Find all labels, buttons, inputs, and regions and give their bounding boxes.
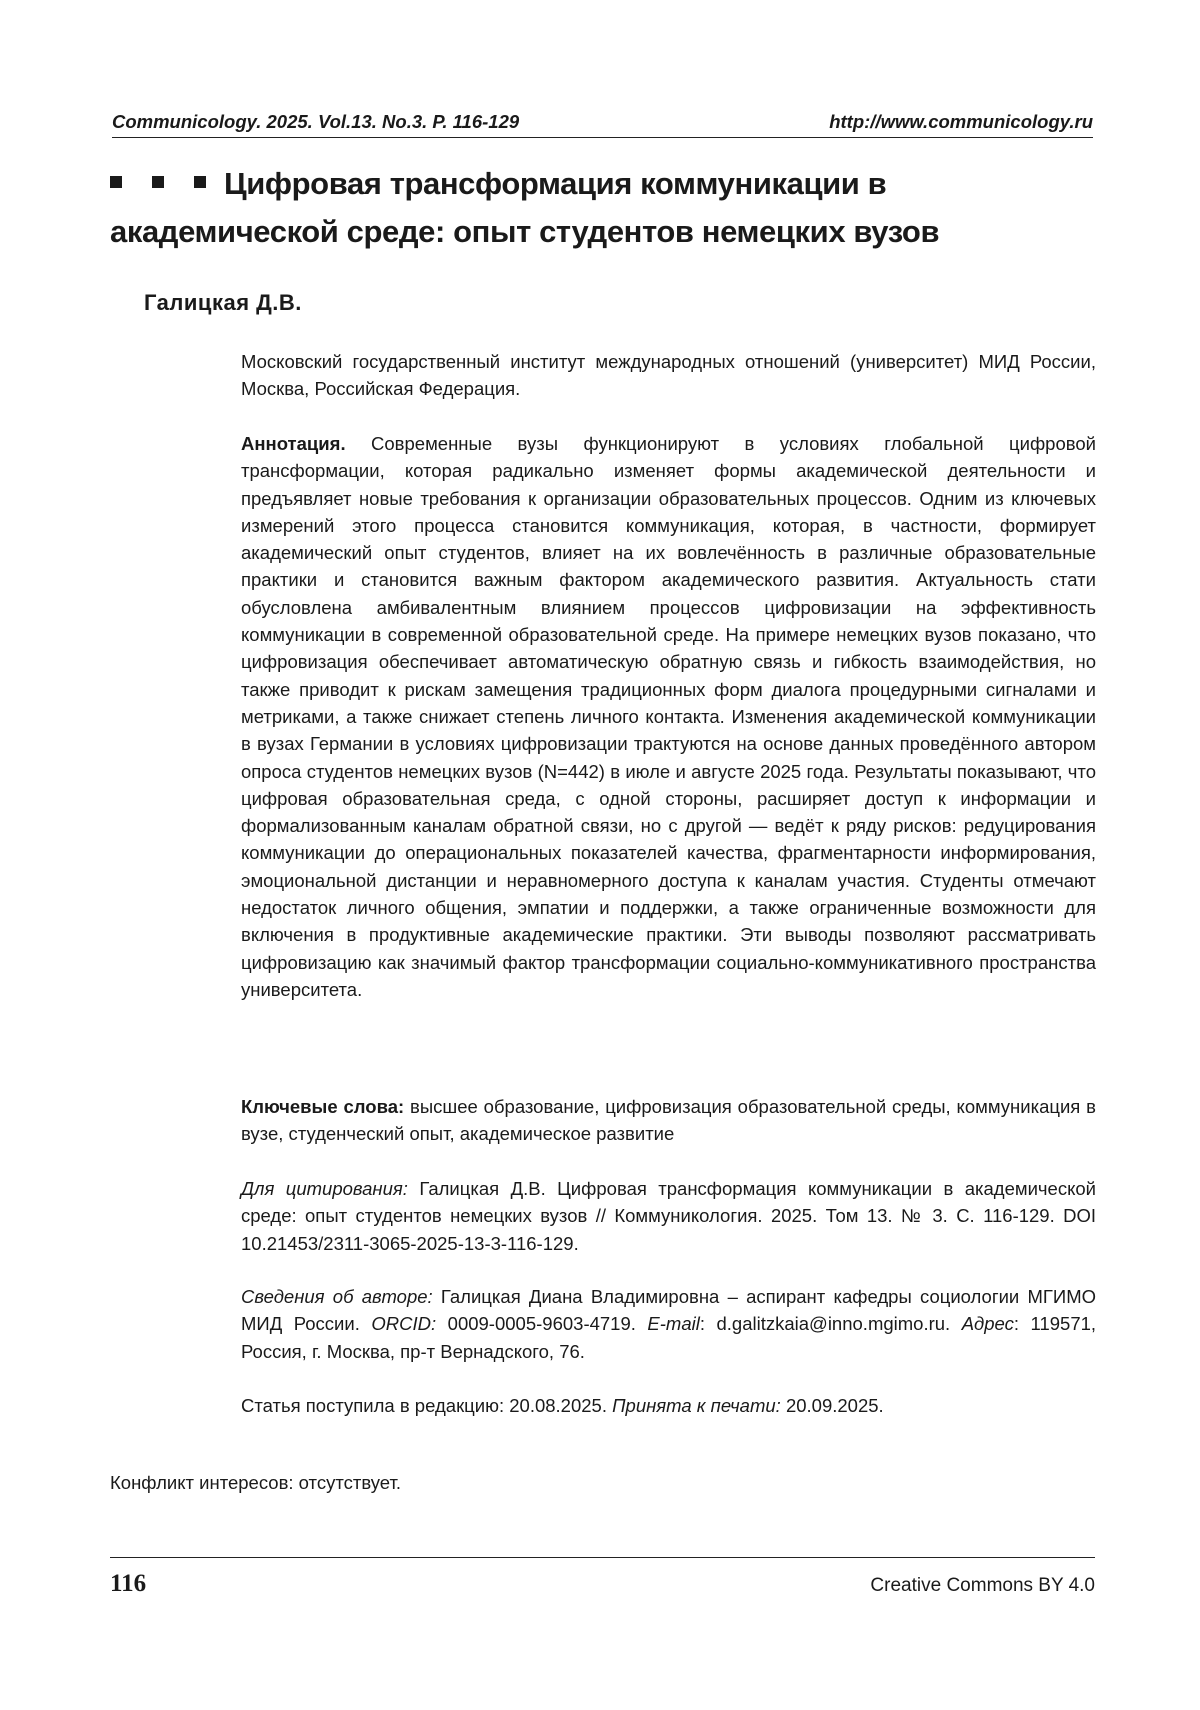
conflict-of-interest: Конфликт интересов: отсутствует. [110,1472,402,1493]
email-value[interactable]: : d.galitzkaia@inno.mgimo.ru. [699,1313,951,1335]
page-number: 116 [110,1570,147,1597]
submission-dates [241,1392,1096,1419]
square-bullet-icon [110,176,122,188]
journal-reference: Communicology. 2025. Vol.13. No.3. P. 116-129 [112,111,520,132]
article-title [110,160,1100,256]
address-value: : 119571, Россия, г. Москва, пр-т Вернадского, 76. [241,1313,1097,1362]
license-text: Creative Commons BY 4.0 [870,1575,1095,1596]
keywords-text: высшее образование, цифровизация образовательной среды, коммуникация в вузе, студенческий опыт, академическое развитие [241,1096,1096,1145]
author-name: Галицкая Д.В. [144,290,302,315]
email-label: E-mail [647,1313,700,1335]
article-title-text: Цифровая трансформация коммуникации в академической среде: опыт студентов немецких вузов [110,166,940,249]
accepted-label: Принята к печати: [612,1395,781,1416]
citation-text: Галицкая Д.В. Цифровая трансформация коммуникации в академической среде: опыт студентов немецких вузов // Коммуникология. 2025. Том 13. № 3. С. 116-129. DOI 10.21453/2311-3065-2025-13-3-116-129. [241,1178,1097,1254]
abstract [241,430,1096,1003]
square-bullet-icon [194,176,206,188]
abstract-label: Аннотация. [241,433,346,454]
keywords-label: Ключевые слова: [241,1096,405,1117]
author-info-label: Сведения об авторе: [241,1286,433,1307]
author-info-text: Галицкая Диана Владимировна – аспирант кафедры социологии МГИМО МИД России. [241,1286,1097,1335]
square-bullet-icon [152,176,164,188]
title-bullets [110,160,206,208]
running-header [112,106,1093,138]
footer-divider [110,1557,1095,1558]
citation [241,1175,1096,1257]
received-date: Статья поступила в редакцию: 20.08.2025. [241,1395,607,1416]
accepted-date: 20.09.2025. [785,1395,884,1416]
author-info [241,1283,1096,1365]
journal-url[interactable]: http://www.communicology.ru [829,111,1093,132]
address-label: Адрес [961,1313,1014,1335]
orcid-label: ORCID: [371,1313,437,1335]
orcid-value[interactable]: 0009-0005-9603-4719. [447,1313,636,1335]
keywords [241,1093,1096,1148]
author-affiliation: Московский государственный институт международных отношений (университет) МИД России, Москва, Российская Федерация. [241,351,1096,400]
abstract-text: Современные вузы функционируют в условиях глобальной цифровой трансформации, которая радикально изменяет формы академической деятельности и предъявляет новые требования к организации образовательных процессов. Одним из ключевых измерений этого процесса становится коммуникация, которая, в частности, формирует академический опыт студентов, влияет на их вовлечённость в различные образовательные практики и становится важным фактором академического развития. Актуальность стати обусловлена амбивалентным влиянием процессов цифровизации на эффективность коммуникации в современной образовательной среде. На примере немецких вузов показано, что цифровизация обеспечивает автоматическую обратную связь и гибкость взаимодействия, но также приводит к рискам замещения традиционных форм диалога процедурными сигналами и метриками, а также снижает степень личного контакта. Изменения академической коммуникации в вузах Германии в условиях цифровизации трактуются на основе данных проведённого автором опроса студентов немецких вузов (N=442) в июле и августе 2025 года. Результаты показывают, что цифровая образовательная среда, с одной стороны, расширяет доступ к информации и формализованным каналам обратной связи, но с другой — ведёт к ряду рисков: редуцирования коммуникации до операциональных показателей качества, фрагментарности информирования, эмоциональной дистанции и неравномерного доступа к каналам участия. Студенты отмечают недостаток личного общения, эмпатии и поддержки, а также ограниченные возможности для включения в продуктивные академические практики. Эти выводы позволяют рассматривать цифровизацию как значимый фактор трансформации социально-коммуникативного пространства университета. [241,433,1097,1000]
citation-label: Для цитирования: [241,1178,408,1199]
